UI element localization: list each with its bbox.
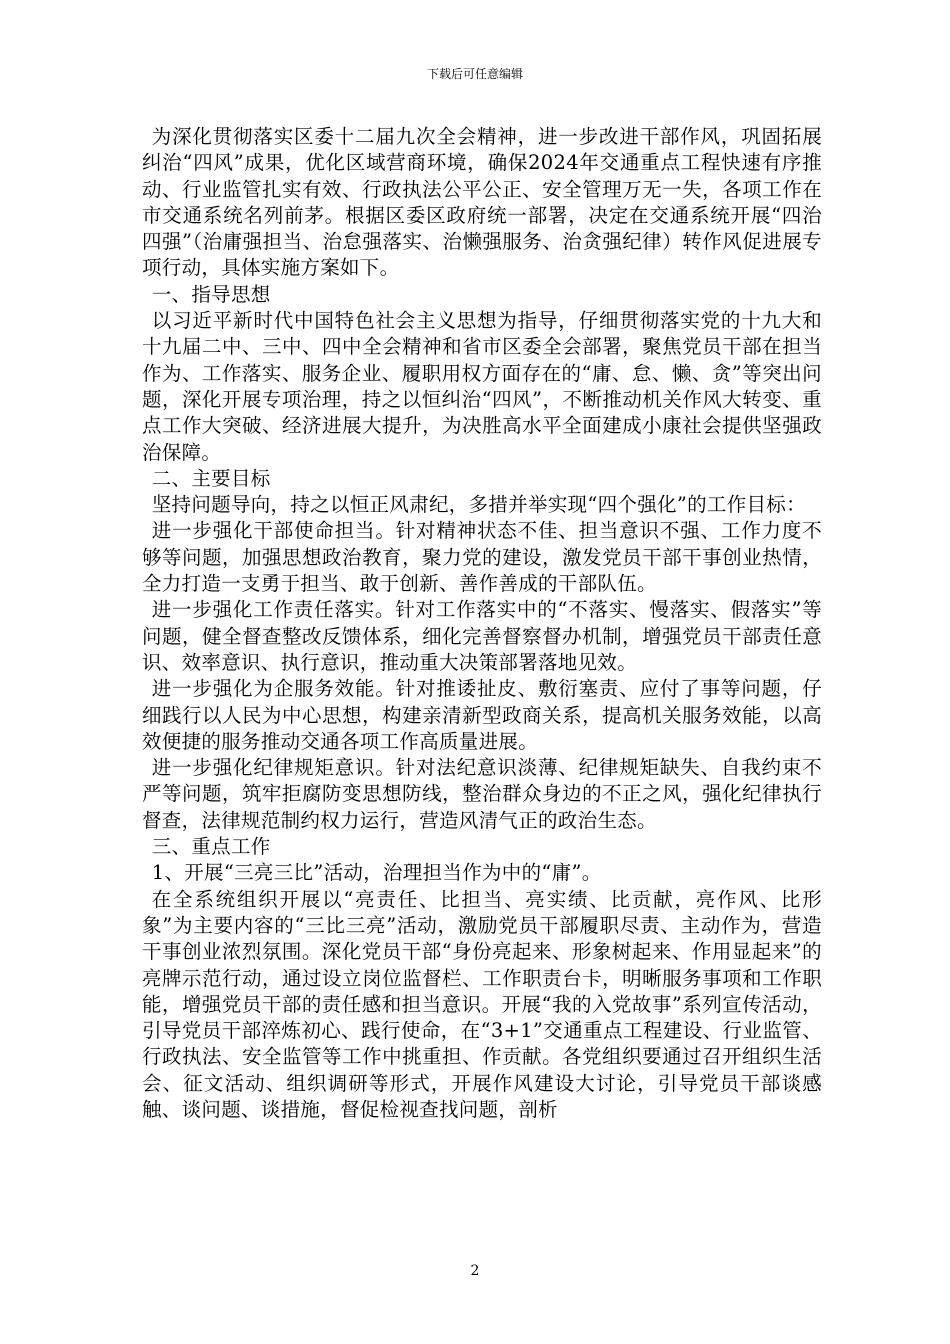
main-goals-intro-paragraph: 坚持问题导向，持之以恒正风肃纪，多措并举实现“四个强化”的工作目标： — [151, 493, 806, 517]
goal-service-paragraph: 进一步强化为企服务效能。针对推诿扯皮、敷衍塞责、应付了事等问题，仔细践行以人民为中心思想，构建亲清新型政商关系，提高机关服务效能，以高效便捷的服务推动交通各项工作高质量进展。 — [142, 677, 822, 753]
page-number: 2 — [470, 1263, 480, 1279]
goal-mission-paragraph: 进一步强化干部使命担当。针对精神状态不佳、担当意识不强、工作力度不够等问题，加强思想政治教育，聚力党的建设，激发党员干部干事创业热情，全力打造一支勇于担当、敢于创新、善作善成的干部队伍。 — [142, 519, 822, 596]
section-heading-main-goals: 二、主要目标 — [151, 466, 271, 490]
section-heading-guiding-ideology: 一、指导思想 — [151, 282, 271, 306]
page-header-note: 下载后可任意编辑 — [426, 67, 523, 81]
section-heading-key-work: 三、重点工作 — [151, 835, 271, 859]
document-body — [142, 124, 822, 1123]
key-work-item-1-title: 1、开展“三亮三比”活动，治理担当作为中的“庸”。 — [151, 861, 602, 885]
intro-paragraph: 为深化贯彻落实区委十二届九次全会精神，进一步改进干部作风，巩固拓展纠治“四风”成果，优化区域营商环境，确保2024年交通重点工程快速有序推动、行业监管扎实有效、行政执法公平公正、安全管理万无一失，各项工作在市交通系统名列前茅。根据区委区政府统一部署，决定在交通系统开展“四治四强”（治庸强担当、治怠强落实、治懒强服务、治贪强纪律）转作风促进展专项行动，具体实施方案如下。 — [142, 125, 822, 280]
goal-responsibility-paragraph: 进一步强化工作责任落实。针对工作落实中的“不落实、慢落实、假落实”等问题，健全督查整改反馈体系，细化完善督察督办机制，增强党员干部责任意识、效率意识、执行意识，推动重大决策部署落地见效。 — [142, 598, 822, 674]
key-work-item-1-paragraph: 在全系统组织开展以“亮责任、比担当、亮实绩、比贡献，亮作风、比形象”为主要内容的“三比三亮”活动，激励党员干部履职尽责、主动作为，营造干事创业浓烈氛围。深化党员干部“身份亮起来、形象树起来、作用显起来”的亮牌示范行动，通过设立岗位监督栏、工作职责台卡，明晰服务事项和工作职能，增强党员干部的责任感和担当意识。开展“我的入党故事”系列宣传活动，引导党员干部淬炼初心、践行使命，在“3+1”交通重点工程建设、行业监管、行政执法、安全监管等工作中挑重担、作贡献。各党组织要通过召开组织生活会、征文活动、组织调研等形式，开展作风建设大讨论，引导党员干部谈感触、谈问题、谈措施，督促检视查找问题，剖析 — [142, 887, 822, 1121]
goal-discipline-paragraph: 进一步强化纪律规矩意识。针对法纪意识淡薄、纪律规矩缺失、自我约束不严等问题，筑牢拒腐防变思想防线，整治群众身边的不正之风，强化纪律执行督查，法律规范制约权力运行，营造风清气正的政治生态。 — [142, 756, 822, 832]
guiding-ideology-paragraph: 以习近平新时代中国特色社会主义思想为指导，仔细贯彻落实党的十九大和十九届二中、三中、四中全会精神和省市区委全会部署，聚焦党员干部在担当作为、工作落实、服务企业、履职用权方面存在的“庸、怠、懒、贪”等突出问题，深化开展专项治理，持之以恒纠治“四风”，不断推动机关作风大转变、重点工作大突破、经济进展大提升，为决胜高水平全面建成小康社会提供坚强政治保障。 — [142, 309, 822, 464]
